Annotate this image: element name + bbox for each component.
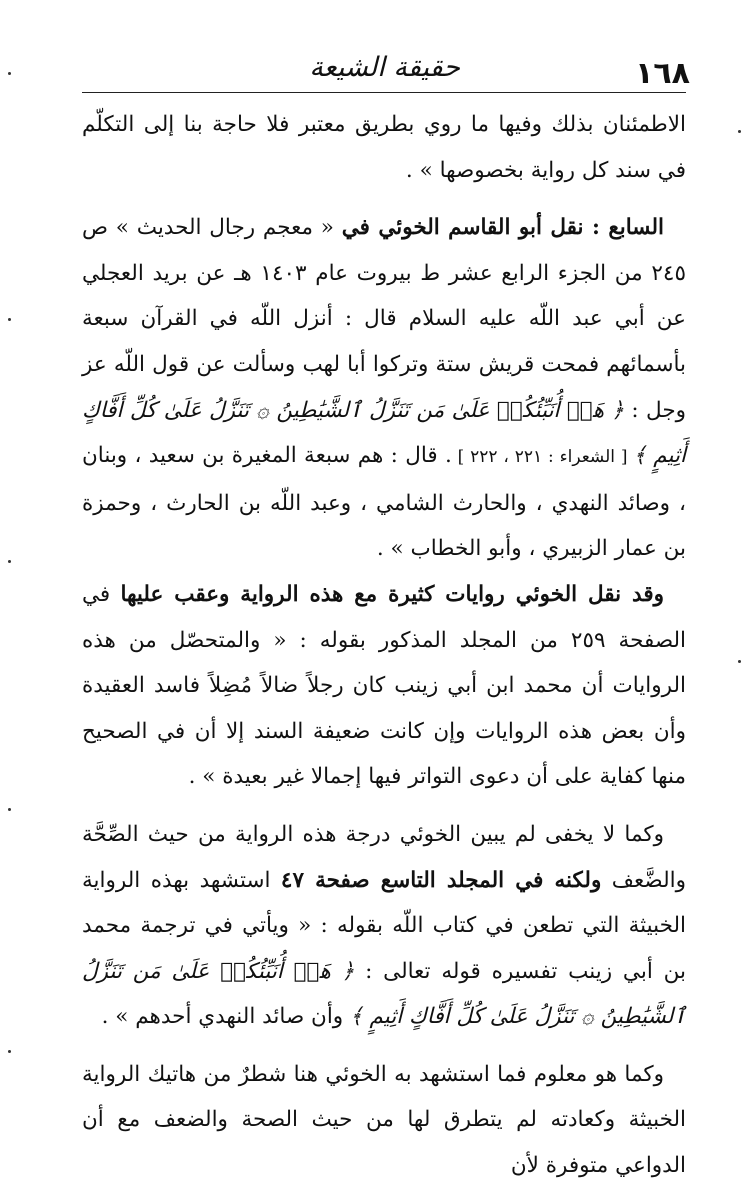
paragraph-3-lead: وقد نقل الخوئي روايات كثيرة مع هذه الرواية وعقب عليها (120, 581, 664, 607)
quran-verse-1: ﴿ هَلۡ أُنَبِّئُكُمۡ عَلَىٰ مَن تَنَزَّلُ ٱلشَّيَٰطِينُ ۞ تَنَزَّلُ عَلَىٰ كُلِّ أَفَّاكٍ أَثِيمٍ ﴾ (82, 397, 687, 469)
paragraph-3 (82, 572, 686, 800)
header-rule (82, 92, 686, 93)
paragraph-4-bold: ولكنه في المجلد التاسع صفحة ٤٧ (280, 867, 602, 893)
paragraph-4 (82, 812, 686, 1040)
paragraph-2 (82, 205, 686, 572)
paragraph-1-text: الاطمئنان بذلك وفيها ما روي بطريق معتبر فلا حاجة بنا إلى التكلّم في سند كل رواية بخصوصها » . (82, 112, 686, 183)
paragraph-2-text-a: « معجم رجال الحديث » ص ٢٤٥ من الجزء الرابع عشر ط بيروت عام ١٤٠٣ هـ عن بريد العجلي عن أبي عبد اللّه عليه السلام قال : أنزل اللّه في القرآن سبعة بأسمائهم فمحت قريش ستة وتركوا أبا لهب وسألت عن قول اللّه عز وجل : (82, 215, 686, 423)
paragraph-1 (82, 102, 686, 193)
margin-dot (8, 72, 11, 75)
paragraph-5 (82, 1052, 686, 1189)
paragraph-3-text: في الصفحة ٢٥٩ من المجلد المذكور بقوله : « والمتحصّل من هذه الروايات أن محمد ابن أبي زينب كان رجلاً ضالاً مُضِلاً فاسد العقيدة وأن بعض هذه الروايات وإن كانت ضعيفة السند إلا أن في الصحيح منها كفاية على أن دعوى التواتر فيها إجمالا غير بعيدة » . (82, 581, 686, 790)
running-title: حقيقة الشيعة (309, 52, 460, 83)
verse-citation-1: [ الشعراء : ٢٢١ ، ٢٢٢ ] (451, 447, 634, 468)
paragraph-5-text: وكما هو معلوم فما استشهد به الخوئي هنا شطرٌ من هاتيك الرواية الخبيثة وكعادته لم يتطرق لها من حيث الصحة والضعف مع أن الدواعي متوفرة لأن (82, 1061, 686, 1179)
margin-dot (8, 1050, 11, 1053)
paragraph-4-text-c: وأن صائد النهدي أحدهم » . (101, 1004, 351, 1030)
margin-dot (8, 808, 11, 811)
paragraph-4-text-b: استشهد بهذه الرواية الخبيثة التي تطعن في كتاب اللّه بقوله : « ويأتي في ترجمة محمد بن أبي زينب تفسيره قوله تعالى : (82, 867, 686, 984)
body-text (82, 102, 686, 1189)
quran-verse-2: ﴿ هَلۡ أُنَبِّئُكُمۡ عَلَىٰ مَن تَنَزَّلُ ٱلشَّيَٰطِينُ ۞ تَنَزَّلُ عَلَىٰ كُلِّ أَفَّاكٍ أَثِيمٍ ﴾ (82, 958, 686, 1030)
margin-dot (8, 560, 11, 563)
margin-dot (8, 318, 11, 321)
page-number: ١٦٨ (635, 56, 690, 91)
paragraph-4-text-a: وكما لا يخفى لم يبين الخوئي درجة هذه الرواية من حيث الصِّحَّة والضَّعف (82, 821, 686, 893)
paragraph-2-lead: السابع : نقل أبو القاسم الخوئي في (341, 215, 665, 241)
paragraph-2-text-b: . قال : هم سبعة المغيرة بن سعيد ، وبنان ، وصائد النهدي ، والحارث الشامي ، وعبد اللّه بن الحارث ، وحمزة بن عمار الزبيري ، وأبو الخطاب » . (82, 443, 686, 562)
page-header (78, 52, 690, 92)
margin-dot (738, 130, 741, 133)
margin-dot (738, 660, 741, 663)
